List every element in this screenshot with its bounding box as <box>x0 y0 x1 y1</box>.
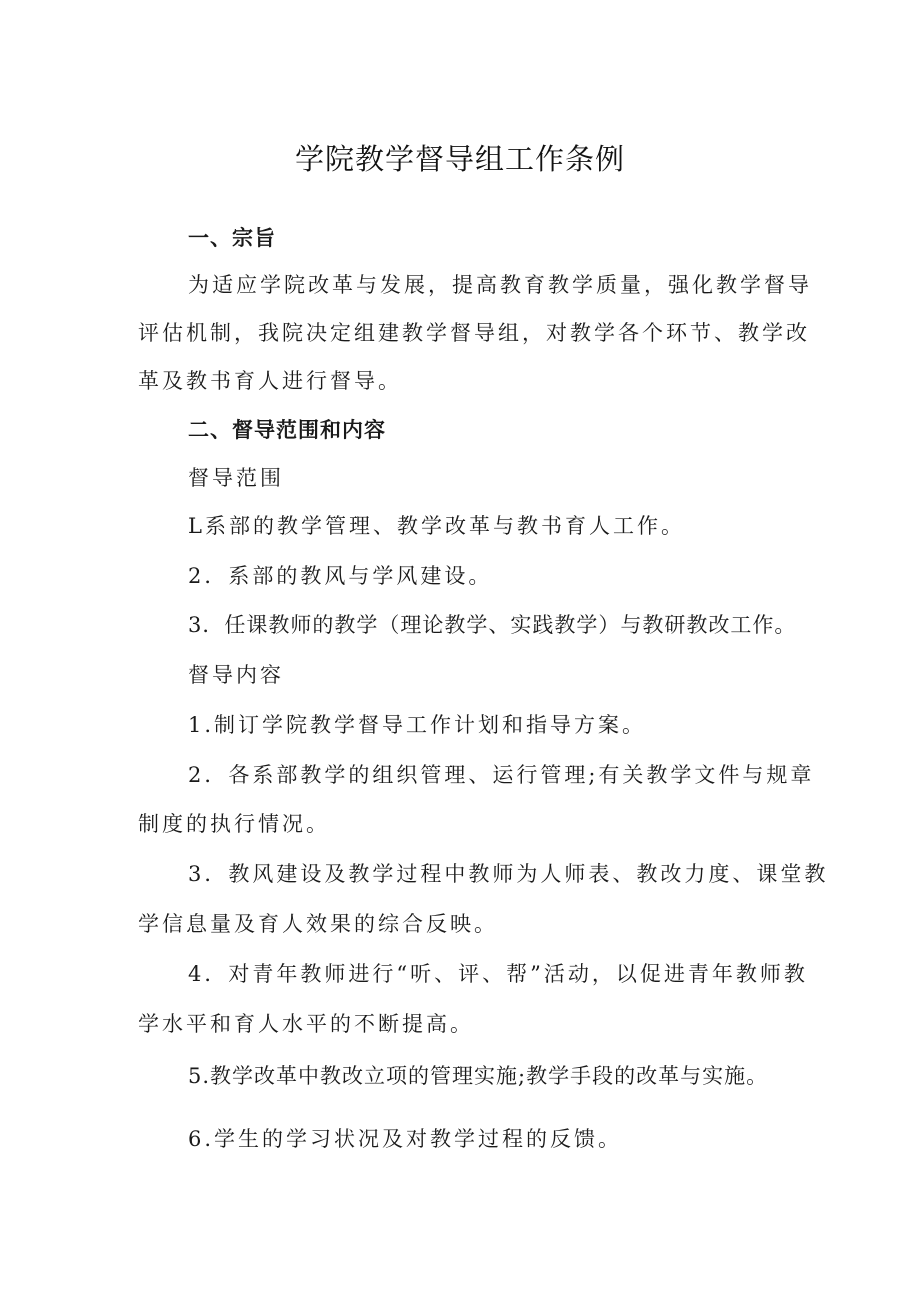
section-2-heading: 二、督导范围和内容 <box>188 418 386 442</box>
content-line-3: 制度的执行情况。 <box>138 812 330 836</box>
scope-item-1: L系部的教学管理、教学改革与教书育人工作。 <box>188 514 685 538</box>
section-1-paragraph-line-1: 为适应学院改革与发展，提高教育教学质量，强化教学督导 <box>188 273 812 297</box>
content-line-4: 3．教风建设及教学过程中教师为人师表、教改力度、课堂教 <box>188 862 829 886</box>
scope-label: 督导范围 <box>188 466 284 490</box>
content-line-5: 学信息量及育人效果的综合反映。 <box>138 912 498 936</box>
content-line-1: 1.制订学院教学督导工作计划和指导方案。 <box>188 713 647 737</box>
content-line-9: 6.学生的学习状况及对教学过程的反馈。 <box>188 1127 623 1151</box>
document-title: 学院教学督导组工作条例 <box>294 142 625 176</box>
content-line-8: 5.教学改革中教改立项的管理实施;教学手段的改革与实施。 <box>188 1064 769 1088</box>
content-label: 督导内容 <box>188 663 284 687</box>
section-1-heading: 一、宗旨 <box>188 226 276 250</box>
content-line-6: 4．对青年教师进行“听、评、帮”活动，以促进青年教师教 <box>188 962 808 986</box>
section-1-paragraph-line-3: 革及教书育人进行督导。 <box>138 369 402 393</box>
content-line-7: 学水平和育人水平的不断提高。 <box>138 1012 474 1036</box>
content-line-2: 2．各系部教学的组织管理、运行管理;有关教学文件与规章 <box>188 763 815 787</box>
scope-item-3: 3．任课教师的教学（理论教学、实践教学）与教研教改工作。 <box>188 613 797 637</box>
scope-item-2: 2．系部的教风与学风建设。 <box>188 564 493 588</box>
section-1-paragraph-line-2: 评估机制，我院决定组建教学督导组，对教学各个环节、教学改 <box>138 321 810 345</box>
